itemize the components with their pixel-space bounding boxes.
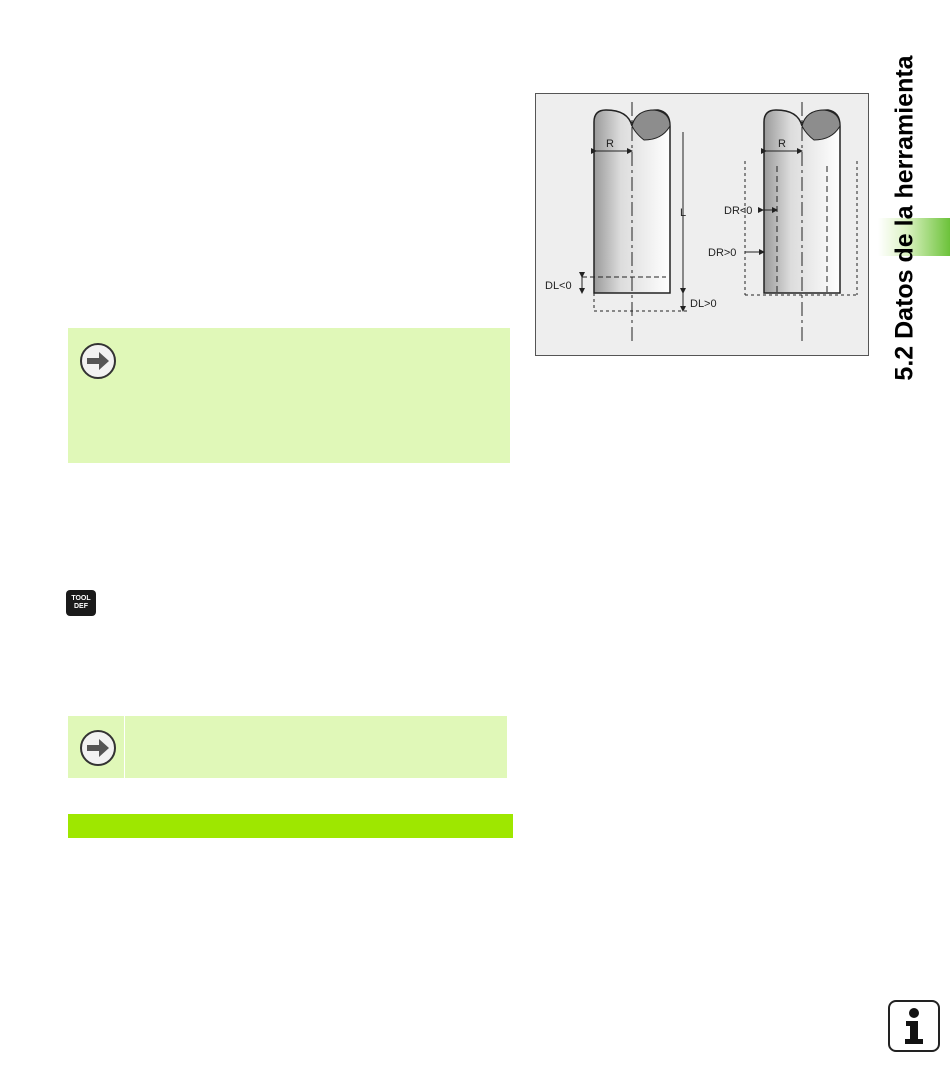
arrow-right-icon — [78, 728, 118, 768]
arrow-right-icon — [78, 341, 118, 381]
tool-def-key-line1: TOOL — [71, 595, 91, 602]
note-box-1 — [68, 328, 510, 463]
dr-pos-label: DR>0 — [708, 247, 737, 259]
length-label: L — [680, 207, 687, 219]
note-box-2-gutter — [124, 716, 125, 778]
tool-def-key[interactable] — [66, 590, 96, 616]
tool-dimension-figure — [535, 93, 869, 356]
section-bar — [68, 814, 513, 838]
info-glyph — [890, 1002, 938, 1050]
left-radius-label: R — [606, 138, 614, 150]
info-icon[interactable] — [888, 1000, 940, 1052]
section-title-text: 5.2 Datos de la herramienta — [890, 54, 919, 381]
tool-def-key-line2: DEF — [74, 603, 88, 610]
figure-drawing — [536, 94, 868, 355]
right-tool — [708, 102, 857, 342]
dr-neg-label: DR<0 — [724, 205, 753, 217]
dl-pos-label: DL>0 — [690, 298, 717, 310]
right-radius-label: R — [778, 138, 786, 150]
note-box-2 — [68, 716, 507, 778]
section-title — [855, 50, 950, 385]
left-tool — [545, 102, 717, 342]
dl-neg-label: DL<0 — [545, 280, 572, 292]
